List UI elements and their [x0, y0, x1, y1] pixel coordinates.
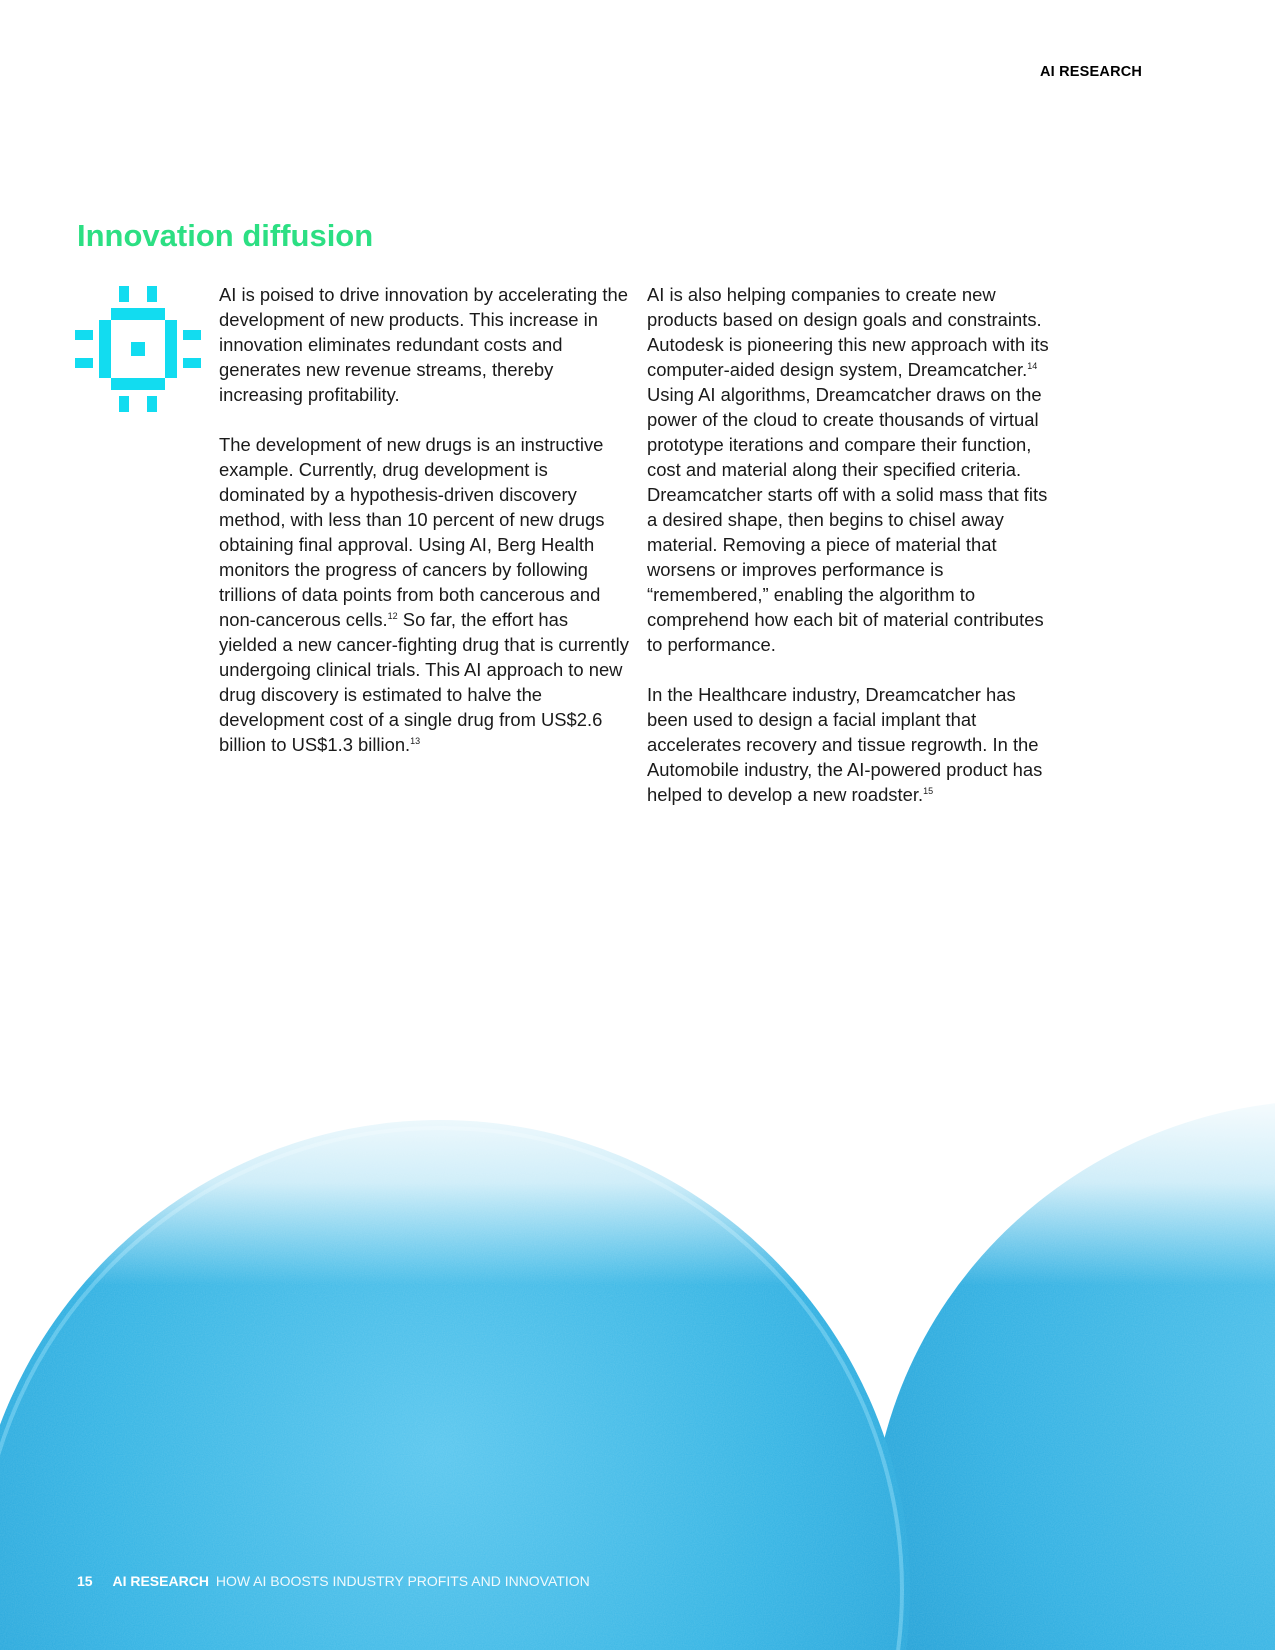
footer-subtitle: HOW AI BOOSTS INDUSTRY PROFITS AND INNOVATION [215, 1573, 590, 1589]
right-column [647, 282, 1057, 832]
section-title: Innovation diffusion [77, 218, 374, 253]
left-paragraph-2-part-b: So far, the effort has yielded a new cancer-fighting drug that is currently undergoing clinical trials. This AI approach to new drug discovery is estimated to halve the development cost of a single drug from US$2.6 billion to US$1.3 billion. [219, 609, 629, 755]
page-footer [77, 1573, 590, 1589]
pill-tablets-image [0, 1080, 1275, 1650]
right-paragraph-1-part-a: AI is also helping companies to create new products based on design goals and constraints. Autodesk is pioneering this new approach with its computer-aided design system, Dreamcatcher. [647, 284, 1049, 380]
page-number: 15 [77, 1573, 93, 1589]
right-paragraph-2 [647, 682, 1057, 807]
footnote-ref-15: 15 [923, 786, 934, 796]
left-column [219, 282, 629, 782]
left-paragraph-1: AI is poised to drive innovation by accelerating the development of new products. This increase in innovation eliminates redundant costs and generates new revenue streams, thereby increasing profitability. [219, 284, 628, 405]
right-paragraph-1 [647, 282, 1057, 657]
right-paragraph-1-part-b: Using AI algorithms, Dreamcatcher draws on the power of the cloud to create thousands of virtual prototype iterations and compare their function, cost and material along their specified criteria. Dreamcatcher starts off with a solid mass that fits a desired shape, then begins to chisel away material. Removing a piece of material that worsens or improves performance is “remembered,” enabling the algorithm to comprehend how each bit of material contributes to performance. [647, 384, 1048, 655]
left-paragraph-2-part-a: The development of new drugs is an instructive example. Currently, drug development is dominated by a hypothesis-driven discovery method, with less than 10 percent of new drugs obtaining final approval. Using AI, Berg Health monitors the progress of cancers by following trillions of data points from both cancerous and non-cancerous cells. [219, 434, 605, 630]
chip-icon [75, 286, 201, 412]
left-paragraph-2 [219, 432, 629, 757]
right-paragraph-2-text: In the Healthcare industry, Dreamcatcher has been used to design a facial implant that accelerates recovery and tissue regrowth. In the Automobile industry, the AI-powered product has helped to develop a new roadster. [647, 684, 1043, 805]
running-header: AI RESEARCH [1040, 64, 1143, 80]
footnote-ref-14: 14 [1027, 361, 1038, 371]
footnote-ref-13: 13 [410, 736, 421, 746]
footnote-ref-12: 12 [387, 611, 398, 621]
footer-label: AI RESEARCH [112, 1573, 209, 1589]
